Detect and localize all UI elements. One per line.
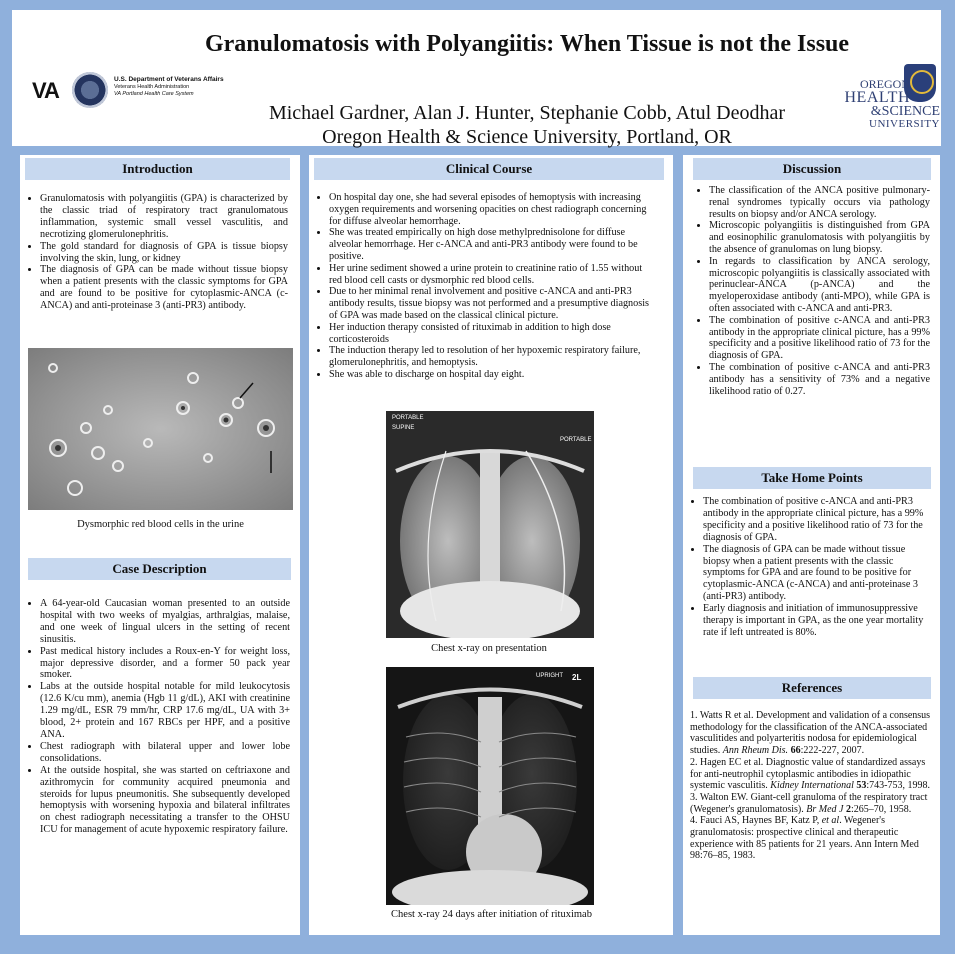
take-home-heading: Take Home Points [693,467,931,489]
reference-item: 4. Fauci AS, Haynes BF, Katz P, et al. Wegener's granulomatosis: prospective clinical and therapeutic experience with 85 patients for 21 years. Ann Intern Med 98:76–85, 1983. [690,815,919,862]
ohsu-logo-line2: HEALTH [844,89,910,106]
list-item: • On hospital day one, she had several episodes of hemoptysis with increasing oxygen requirements and worsening opacities on chest radiograph concerning for diffuse alveolar hemorrhage. [329,192,655,227]
ohsu-logo-line4: UNIVERSITY [869,118,940,130]
va-logo-line1: U.S. Department of Veterans Affairs [114,76,224,83]
va-logo-line3: VA Portland Health Care System [114,91,194,97]
introduction-heading: Introduction [25,158,290,180]
list-item: • The classification of the ANCA positive pulmonary-renal syndromes typically occurs via pathology results on biopsy and/or ANCA serology. [709,185,930,220]
case-list [26,598,290,836]
take-home-text [689,496,931,639]
clinical-course-heading: Clinical Course [314,158,664,180]
list-item: • Granulomatosis with polyangiitis (GPA) is characterized by the classic triad of respiratory tract granulomatous inflammation, systemic small vessel vasculitis, and necrotizing glomerulonephritis. [40,193,288,241]
reference-item: 3. Walton EW. Giant-cell granuloma of the respiratory tract (Wegener's granulomatosis). Br Med J 2:265–70, 1958. [690,791,928,815]
xray1-caption: Chest x-ray on presentation [431,643,547,654]
va-logo-text [114,76,244,98]
chest-xray-presentation [386,411,594,638]
references-heading: References [693,677,931,699]
discussion-text [695,185,930,397]
va-mark: VA [32,78,59,103]
xray1-labels [392,413,423,433]
xray1-label-c: PORTABLE [560,437,592,443]
introduction-text [26,193,288,312]
list-item: • The combination of positive c-ANCA and anti-PR3 antibody in the appropriate clinical picture, has a 99% specificity and a positive likelihood ratio of 73 for the diagnosis of GPA. [709,315,930,362]
list-item: • Past medical history includes a Roux-en-Y for weight loss, major depressive disorder, and a former 50 pack year smoker. [40,646,290,682]
author-list: Michael Gardner, Alan J. Hunter, Stephanie Cobb, Atul Deodhar [268,102,786,124]
list-item: • The combination of positive c-ANCA and anti-PR3 antibody in the appropriate clinical picture, has a 99% specificity and a positive likelihood ratio of 73 for the diagnosis of GPA. [703,496,931,544]
list-item: • A 64-year-old Caucasian woman presented to an outside hospital with two weeks of myalgias, arthralgias, malaise, and one week of lingual ulcers in the setting of recent sinusitis. [40,598,290,646]
xray2-label-b: 2L [572,673,582,682]
list-item: • The induction therapy led to resolution of her hypoxemic respiratory failure, glomerulonephritis, and hemoptysis. [329,345,655,369]
case-description-heading: Case Description [28,558,291,580]
va-seal-icon [72,72,108,108]
list-item: • In regards to classification by ANCA serology, microscopic polyangiitis is classically associated with perinuclear-ANCA (p-ANCA) and the myeloperoxidase antibody (anti-MPO), while GPA is often associated with c-ANCA and anti-PR3. [709,256,930,315]
list-item: • The diagnosis of GPA can be made without tissue biopsy when a patient presents with the classic symptoms for GPA and are found to be positive for cytoplasmic-ANCA (c-ANCA) and anti-proteinase 3 (anti-PR3) antibody. [40,264,288,312]
list-item: • At the outside hospital, she was started on ceftriaxone and azithromycin for community acquired pneumonia and steroids for lupus pneumonitis. She subsequently developed hemoptysis with worsening hypoxia and bilateral infiltrates on chest radiograph necessitating a transfer to the OHSU ICU for management of acute hypoxemic respiratory failure. [40,765,290,836]
list-item: • Due to her minimal renal involvement and positive c-ANCA and anti-PR3 antibody results, tissue biopsy was not performed and a presumptive diagnosis of GPA was made based on the classical clinical picture. [329,286,655,321]
discussion-heading: Discussion [693,158,931,180]
list-item: • The combination of positive c-ANCA and anti-PR3 antibody has a sensitivity of 73% and a negative likelihood ratio of 0.27. [709,362,930,397]
list-item: • She was treated empirically on high dose methylprednisolone for diffuse alveolar hemorrhage. Her c-ANCA and anti-PR3 antibody were found to be positive. [329,227,655,262]
take-home-list [689,496,931,639]
list-item: • Her induction therapy consisted of rituximab in addition to high dose corticosteroids [329,322,655,346]
xray-graphic-1 [386,411,594,638]
introduction-list [26,193,288,312]
urine-micrograph [28,348,293,510]
poster-title: Granulomatosis with Polyangiitis: When Tissue is not the Issue [204,31,850,57]
ohsu-logo-line3: &SCIENCE [870,104,940,119]
ohsu-logo-line1: OREGON [860,77,910,91]
middle-column [309,155,673,935]
xray1-label-b: SUPINE [392,425,415,431]
micrograph-caption: Dysmorphic red blood cells in the urine [77,519,244,530]
affiliation: Oregon Health & Science University, Portland, OR [322,126,732,148]
clinical-course-text [315,192,655,381]
list-item: • Chest radiograph with bilateral upper and lower lobe consolidations. [40,741,290,765]
xray-graphic-2 [386,667,594,905]
list-item: • Early diagnosis and initiation of immunosuppressive therapy is important in GPA, as the one year mortality rate if left untreated is 80%. [703,603,931,639]
xray2-caption: Chest x-ray 24 days after initiation of rituximab [391,909,592,920]
list-item: • Her urine sediment showed a urine protein to creatinine ratio of 1.55 without red blood cell casts or dysmorphic red blood cells. [329,263,655,287]
references-text [690,710,934,862]
poster-authors [197,101,857,149]
left-column [20,155,300,935]
micrograph-graphic [28,348,293,510]
list-item: • The gold standard for diagnosis of GPA is tissue biopsy involving the skin, lung, or kidney [40,241,288,265]
clinical-list [315,192,655,381]
xray2-label-a: UPRIGHT [536,673,563,679]
chest-xray-followup [386,667,594,905]
list-item: • Labs at the outside hospital notable for mild leukocytosis (12.6 K/cu mm), anemia (Hgb 11 g/dL), AKI with creatinine 1.29 mg/dL, ESR 79 mm/hr, CRP 17.6 mg/dL, UA with 3+ blood, 2+ protein and 167 RBCs per HPF, and a positive ANA. [40,681,290,741]
poster-header [12,10,941,146]
list-item: • She was able to discharge on hospital day eight. [329,369,655,381]
list-item: • The diagnosis of GPA can be made without tissue biopsy when a patient presents with the classic symptoms for GPA and are found to be positive for cytoplasmic-ANCA (c-ANCA) and anti-proteinase 3 (anti-PR3) antibody. [703,544,931,604]
case-description-text [26,598,290,836]
list-item: • Microscopic polyangiitis is distinguished from GPA and eosinophilic granulomatosis with polyangiitis by the absence of granulomas on lung biopsy. [709,220,930,255]
reference-item: 2. Hagen EC et al. Diagnostic value of standardized assays for anti-neutrophil cytoplasmic antibodies in idiopathic systemic vasculitis. Kidney International 53:743-753, 1998. [690,756,930,792]
xray1-label-a: PORTABLE [392,415,424,421]
va-logo-line2: Veterans Health Administration [114,84,190,90]
reference-item: 1. Watts R et al. Development and validation of a consensus methodology for the classification of the ANCA-associated vasculitides and polyarteritis nodosa for epidemiological studies. Ann Rheum Dis. 66:222-227, 2007. [690,710,931,757]
right-column [683,155,940,935]
discussion-list [695,185,930,397]
